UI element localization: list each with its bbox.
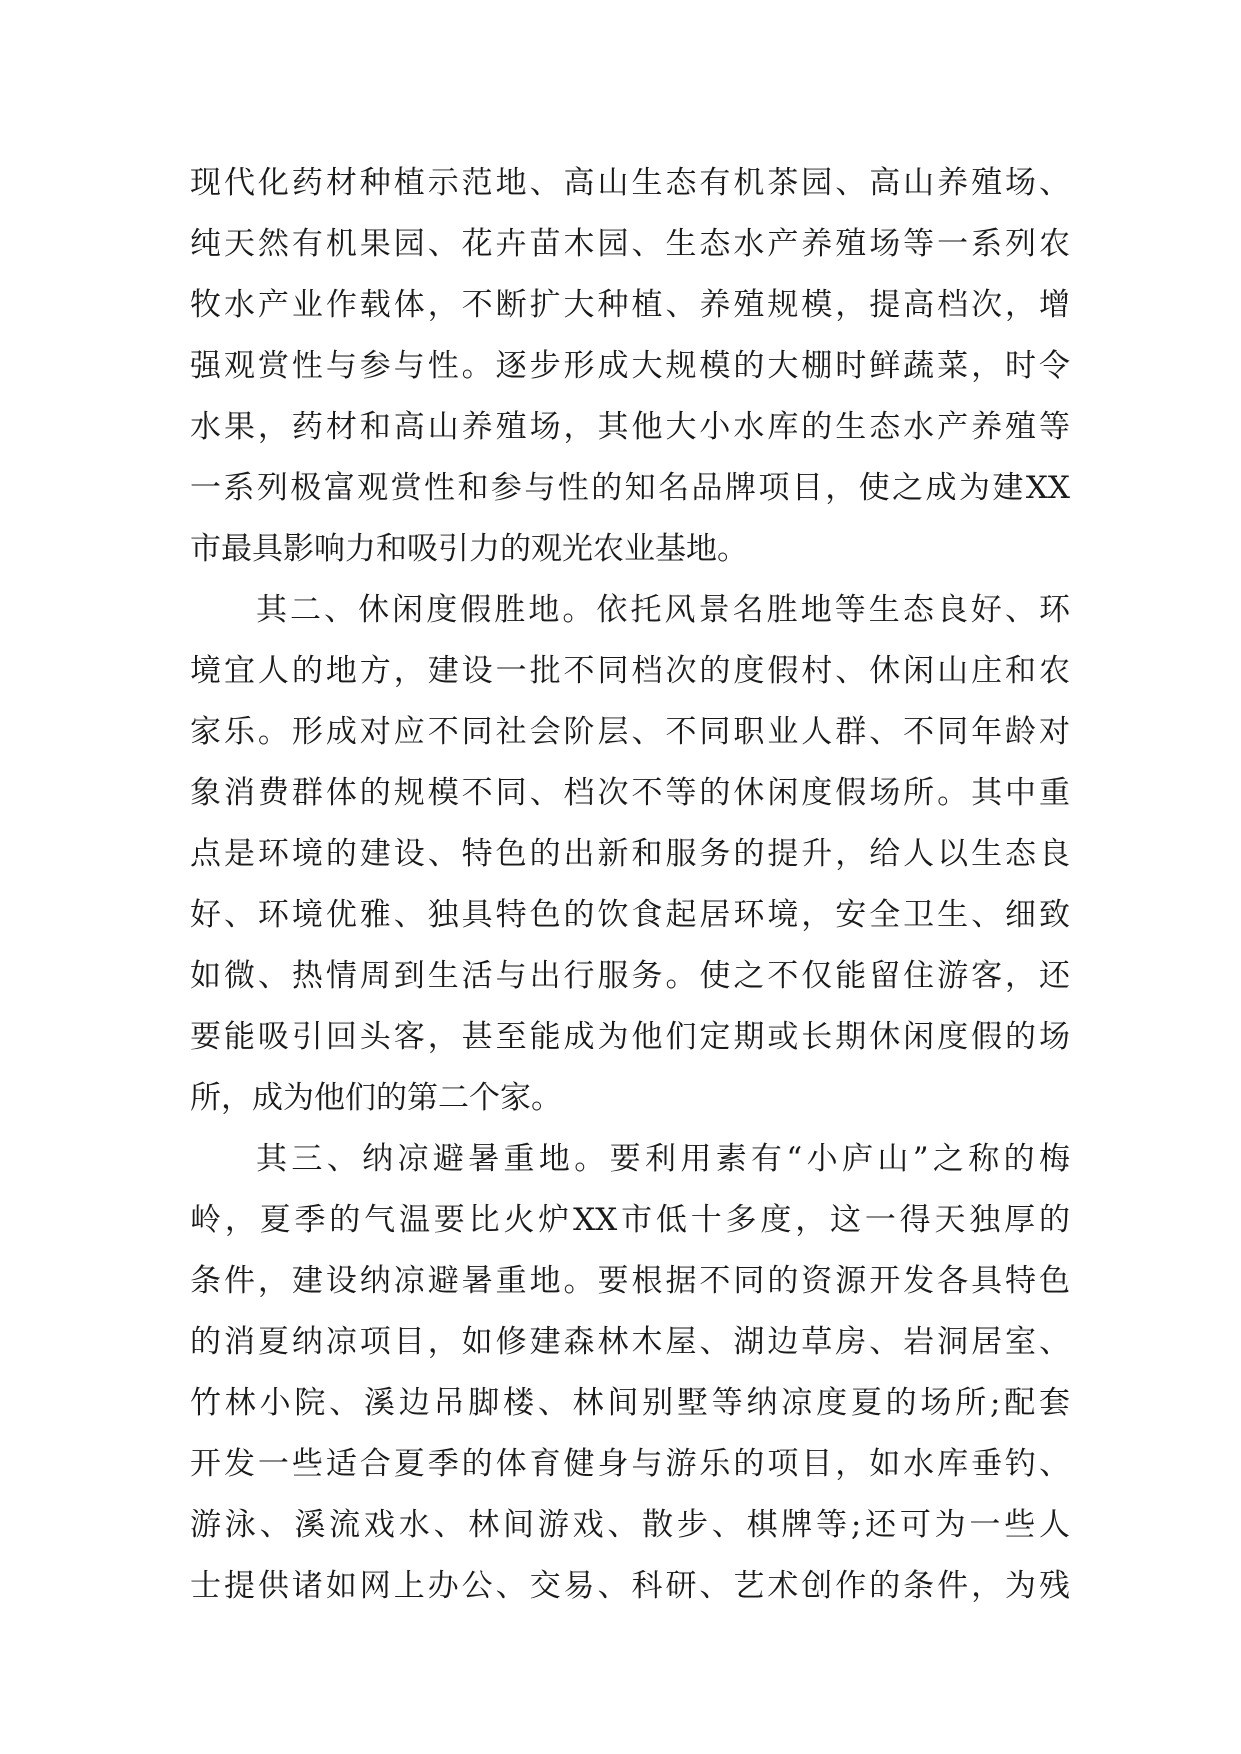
- text-line: 游泳、溪流戏水、林间游戏、散步、棋牌等;还可为一些人: [190, 1507, 1070, 1543]
- text-line: 开发一些适合夏季的体育健身与游乐的项目，如水库垂钓、: [190, 1446, 1070, 1482]
- text-line: 岭，夏季的气温要比火炉XX市低十多度，这一得天独厚的: [190, 1202, 1070, 1238]
- text-line: 的消夏纳凉项目，如修建森林木屋、湖边草房、岩洞居室、: [190, 1324, 1070, 1360]
- text-line: 其二、休闲度假胜地。依托风景名胜地等生态良好、环: [256, 592, 1070, 628]
- text-line: 所，成为他们的第二个家。: [190, 1080, 562, 1116]
- text-line: 水果，药材和高山养殖场，其他大小水库的生态水产养殖等: [190, 409, 1070, 445]
- text-line: 现代化药材种植示范地、高山生态有机茶园、高山养殖场、: [190, 165, 1070, 201]
- paragraph-second-leisure-resort: [190, 580, 1070, 1129]
- text-line: 其三、纳凉避暑重地。要利用素有“小庐山”之称的梅: [256, 1141, 1070, 1177]
- paragraph-third-summer-retreat: [190, 1129, 1070, 1617]
- text-line: 象消费群体的规模不同、档次不等的休闲度假场所。其中重: [190, 775, 1070, 811]
- text-line: 家乐。形成对应不同社会阶层、不同职业人群、不同年龄对: [190, 714, 1070, 750]
- text-line: 市最具影响力和吸引力的观光农业基地。: [190, 531, 748, 567]
- body-text: [190, 153, 1070, 1617]
- text-line: 要能吸引回头客，甚至能成为他们定期或长期休闲度假的场: [190, 1019, 1070, 1055]
- text-line: 士提供诸如网上办公、交易、科研、艺术创作的条件，为残: [190, 1568, 1070, 1604]
- text-line: 如微、热情周到生活与出行服务。使之不仅能留住游客，还: [190, 958, 1070, 994]
- paragraph-intro-continued: [190, 153, 1070, 580]
- text-line: 好、环境优雅、独具特色的饮食起居环境，安全卫生、细致: [190, 897, 1070, 933]
- text-line: 条件，建设纳凉避暑重地。要根据不同的资源开发各具特色: [190, 1263, 1070, 1299]
- text-line: 纯天然有机果园、花卉苗木园、生态水产养殖场等一系列农: [190, 226, 1070, 262]
- text-line: 牧水产业作载体，不断扩大种植、养殖规模，提高档次，增: [190, 287, 1070, 323]
- text-line: 境宜人的地方，建设一批不同档次的度假村、休闲山庄和农: [190, 653, 1070, 689]
- text-line: 强观赏性与参与性。逐步形成大规模的大棚时鲜蔬菜，时令: [190, 348, 1070, 384]
- text-line: 一系列极富观赏性和参与性的知名品牌项目，使之成为建XX: [190, 470, 1070, 506]
- text-line: 点是环境的建设、特色的出新和服务的提升，给人以生态良: [190, 836, 1070, 872]
- text-line: 竹林小院、溪边吊脚楼、林间别墅等纳凉度夏的场所;配套: [190, 1385, 1070, 1421]
